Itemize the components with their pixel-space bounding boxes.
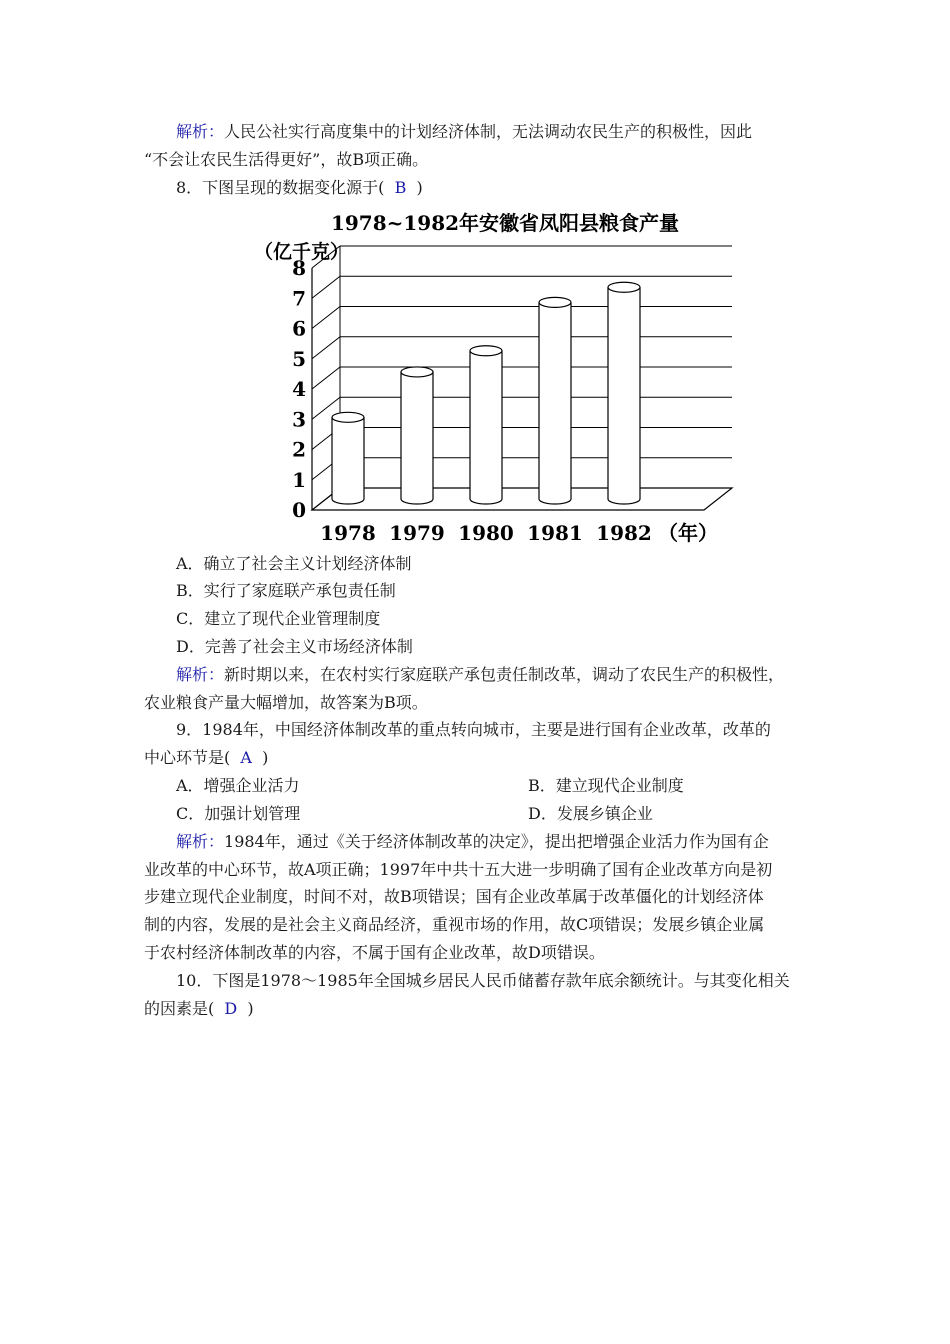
- grid-diagonal: [312, 367, 340, 389]
- bar-top: [539, 297, 571, 307]
- option-text: B．建立现代企业制度: [528, 776, 684, 795]
- x-axis-unit: （年）: [658, 521, 718, 545]
- bar: [539, 302, 571, 504]
- y-tick-label: 1: [292, 467, 306, 492]
- question-8-stem: [176, 174, 423, 202]
- answer-letter: B: [394, 178, 407, 197]
- explanation-label: 解析：: [176, 665, 225, 684]
- explanation-text: 新时期以来，在农村实行家庭联产承包责任制改革，调动了农民生产的积极性，: [224, 665, 785, 684]
- x-tick-label: 1978: [320, 521, 376, 545]
- option-text: D．完善了社会主义市场经济体制: [176, 637, 413, 656]
- explanation-text: 于农村经济体制改革的内容，不属于国有企业改革，故D项错误。: [144, 943, 605, 962]
- explanation-q9-line3: [144, 883, 764, 911]
- option-text: B．实行了家庭联产承包责任制: [176, 581, 396, 600]
- y-tick-label: 3: [292, 407, 306, 432]
- option-8b: [176, 577, 396, 605]
- option-text: A．增强企业活力: [176, 776, 300, 795]
- question-9-stem-line2: [144, 744, 268, 772]
- question-10-stem-line2: [144, 995, 254, 1023]
- option-text: A．确立了社会主义计划经济体制: [176, 554, 412, 573]
- explanation-q9-line5: [144, 939, 605, 967]
- explanation-text: 步建立现代企业制度，时间不对，故B项错误；国有企业改革属于改革僵化的计划经济体: [144, 887, 764, 906]
- y-axis-label: （亿千克）: [254, 241, 350, 263]
- explanation-q7-line2: [144, 146, 428, 174]
- explanation-text: 业改革的中心环节，故A项正确；1997年中共十五大进一步明确了国有企业改革方向是初: [144, 860, 773, 879]
- question-10-stem-line1: [176, 967, 790, 995]
- answer-letter: D: [224, 999, 238, 1018]
- y-tick-label: 2: [292, 437, 306, 462]
- explanation-q8-line2: [144, 689, 428, 717]
- explanation-text: 农业粮食产量大幅增加，故答案为B项。: [144, 693, 428, 712]
- paren-close: ): [247, 999, 254, 1018]
- grid-diagonal: [312, 276, 340, 298]
- option-8c: [176, 605, 380, 633]
- bar-top: [332, 412, 364, 422]
- option-text: D．发展乡镇企业: [528, 804, 653, 823]
- bar-top: [608, 282, 640, 292]
- question-text: 的因素是(: [144, 999, 215, 1018]
- paren-close: ): [262, 748, 269, 767]
- explanation-q8-line1: [176, 661, 784, 689]
- explanation-text: “不会让农民生活得更好”，故B项正确。: [144, 150, 429, 169]
- grid-diagonal: [312, 337, 340, 359]
- option-8a: [176, 550, 412, 578]
- y-tick-label: 8: [292, 256, 306, 280]
- question-9-stem-line1: [176, 716, 771, 744]
- explanation-q7-line1: [176, 118, 752, 146]
- answer-letter: A: [240, 748, 252, 767]
- grid-diagonal: [312, 307, 340, 329]
- explanation-q9-line1: [176, 828, 769, 856]
- option-text: C．加强计划管理: [176, 804, 301, 823]
- bar-top: [470, 346, 502, 356]
- explanation-text: 1984年，通过《关于经济体制改革的决定》，提出把增强企业活力作为国有企: [224, 832, 769, 851]
- option-8d: [176, 633, 413, 661]
- explanation-text: 制的内容，发展的是社会主义商品经济，重视市场的作用，故C项错误；发展乡镇企业属: [144, 915, 765, 934]
- chart-floor: [312, 488, 732, 510]
- bar-top: [401, 367, 433, 377]
- y-tick-label: 7: [292, 286, 306, 311]
- explanation-label: 解析：: [176, 122, 225, 141]
- option-9d: [528, 800, 653, 828]
- bar: [470, 351, 502, 504]
- y-tick-label: 5: [292, 346, 306, 371]
- x-tick-label: 1982: [596, 521, 652, 545]
- x-tick-label: 1979: [389, 521, 445, 545]
- question-text: 中心环节是(: [144, 748, 231, 767]
- explanation-q9-line2: [144, 856, 772, 884]
- x-tick-label: 1981: [527, 521, 583, 545]
- explanation-label: 解析：: [176, 832, 225, 851]
- bar: [332, 417, 364, 504]
- question-text: 8．下图呈现的数据变化源于(: [176, 178, 385, 197]
- option-9c: [176, 800, 300, 828]
- x-tick-label: 1980: [458, 521, 514, 545]
- question-text: 10．下图是1978～1985年全国城乡居民人民币储蓄存款年底余额统计。与其变化相关: [176, 971, 790, 990]
- y-tick-label: 4: [292, 377, 306, 401]
- question-text: 9．1984年，中国经济体制改革的重点转向城市，主要是进行国有企业改革，改革的: [176, 720, 771, 739]
- bar: [401, 372, 433, 504]
- bar: [608, 287, 640, 504]
- y-tick-label: 6: [292, 316, 306, 341]
- option-9b: [528, 772, 684, 800]
- chart-title: 1978~1982年安徽省凤阳县粮食产量: [330, 211, 680, 235]
- paren-close: ): [416, 178, 423, 197]
- explanation-text: 人民公社实行高度集中的计划经济体制，无法调动农民生产的积极性，因此: [224, 122, 753, 141]
- option-text: C．建立了现代企业管理制度: [176, 609, 381, 628]
- explanation-q9-line4: [144, 911, 764, 939]
- grain-output-chart: [240, 200, 760, 550]
- y-tick-label: 0: [292, 498, 306, 522]
- option-9a: [176, 772, 300, 800]
